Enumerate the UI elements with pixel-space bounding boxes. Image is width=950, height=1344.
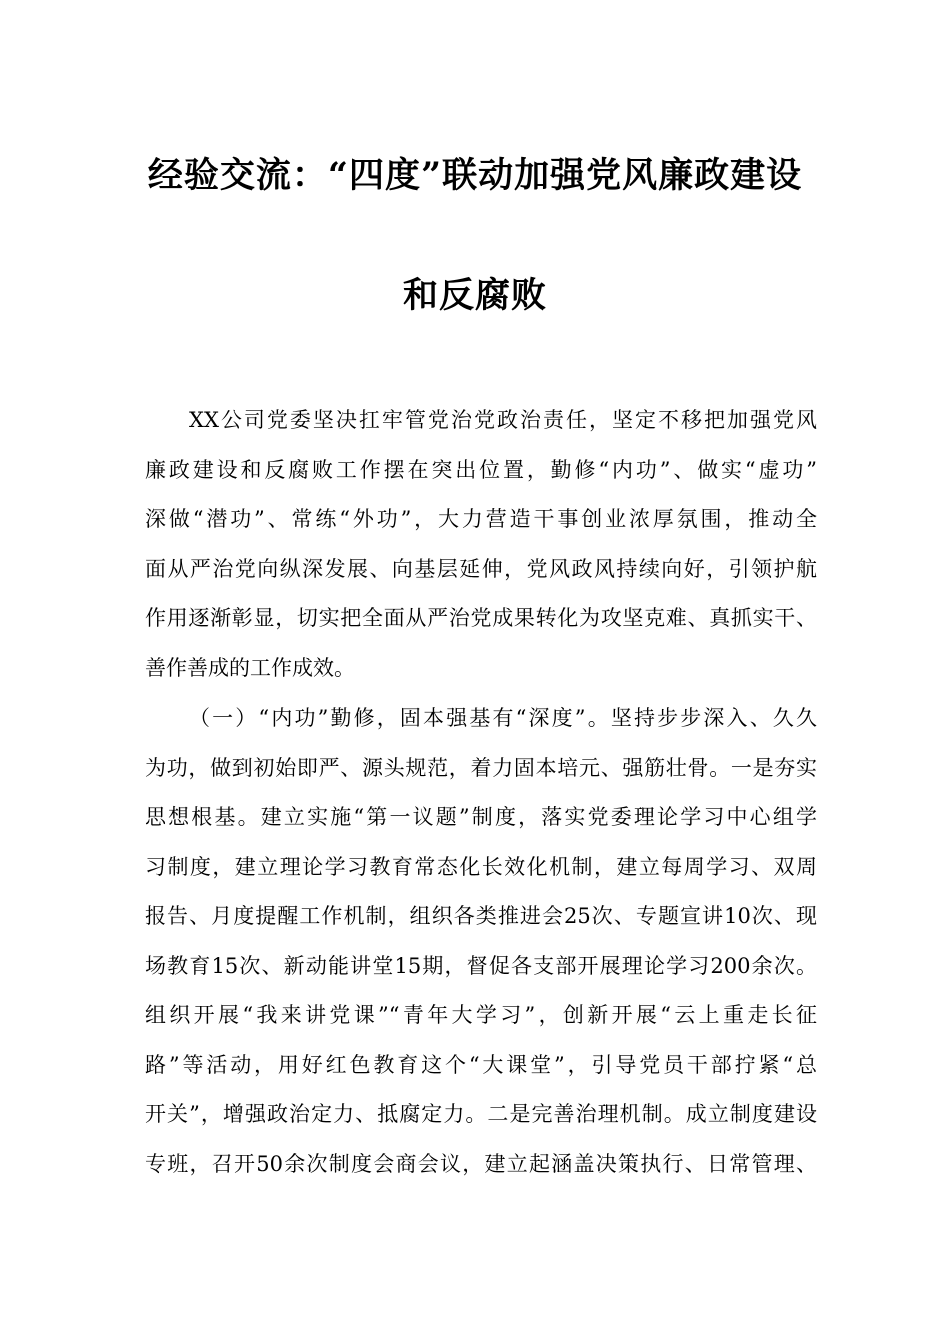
text-line: 专班，召开50余次制度会商会议，建立起涵盖决策执行、日常管理、 xyxy=(145,1151,817,1176)
text-line: 报告、月度提醒工作机制，组织各类推进会25次、专题宣讲10次、现 xyxy=(145,904,817,928)
text-line: XX公司党委坚决扛牢管党治党政治责任，坚定不移把加强党风 xyxy=(189,408,817,432)
text-line: 思想根基。建立实施“第一议题”制度，落实党委理论学习中心组学 xyxy=(145,805,817,829)
text-line: 作用逐渐彰显，切实把全面从严治党成果转化为攻坚克难、真抓实干、 xyxy=(145,606,817,630)
paragraph-intro xyxy=(145,396,817,693)
text-line: （一）“内功”勤修，固本强基有“深度”。坚持步步深入、久久 xyxy=(189,706,817,730)
document-title-line-2: 和反腐败 xyxy=(402,275,547,316)
text-line: 面从严治党向纵深发展、向基层延伸，党风政风持续向好，引领护航 xyxy=(145,556,817,581)
text-line: 组织开展“我来讲党课”“青年大学习”，创新开展“云上重走长征 xyxy=(145,1003,817,1027)
text-line: 深做“潜功”、常练“外功”，大力营造干事创业浓厚氛围，推动全 xyxy=(145,507,817,531)
text-line: 为功，做到初始即严、源头规范，着力固本培元、强筋壮骨。一是夯实 xyxy=(145,755,817,780)
text-line: 廉政建设和反腐败工作摆在突出位置，勤修“内功”、做实“虚功” xyxy=(145,457,817,482)
text-line: 开关”，增强政治定力、抵腐定力。二是完善治理机制。成立制度建设 xyxy=(145,1102,817,1126)
paragraph-section-1 xyxy=(145,694,817,1189)
text-line: 路”等活动，用好红色教育这个“大课堂”，引导党员干部拧紧“总 xyxy=(145,1052,817,1077)
text-line: 善作善成的工作成效。 xyxy=(145,655,355,680)
text-line: 习制度，建立理论学习教育常态化长效化机制，建立每周学习、双周 xyxy=(145,854,817,879)
text-line: 场教育15次、新动能讲堂15期，督促各支部开展理论学习200余次。 xyxy=(145,953,817,978)
document-title-line-1: 经验交流：“四度”联动加强党风廉政建设 xyxy=(147,155,803,196)
